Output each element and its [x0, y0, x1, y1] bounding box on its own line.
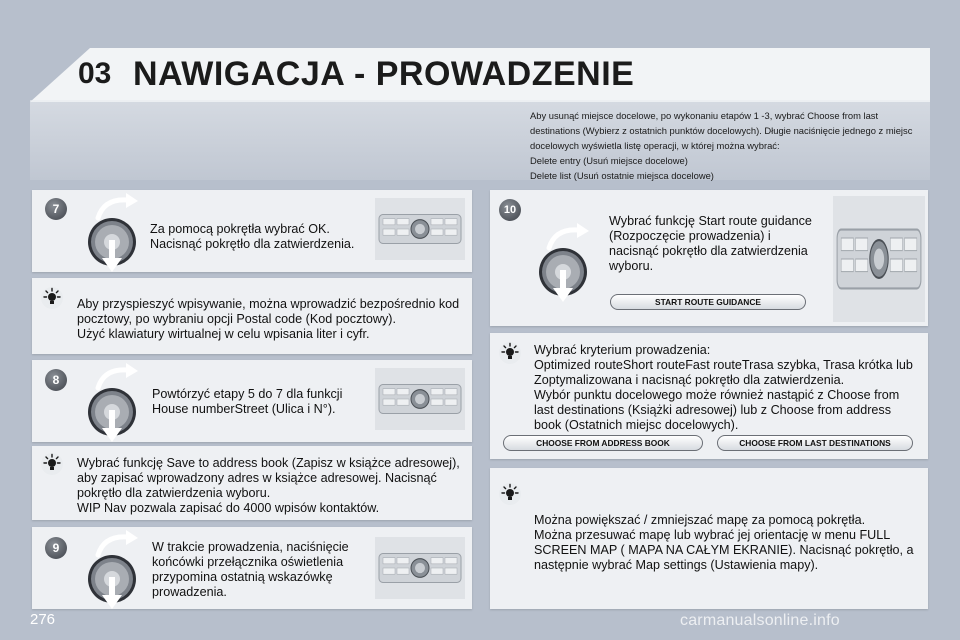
step-9-text — [152, 540, 349, 600]
tip-3-line: book (Ostatnich miejsc docelowych). — [534, 418, 739, 432]
rotary-knob-icon — [535, 222, 591, 302]
intro-line: Aby usunąć miejsce docelowe, po wykonaniu etapów 1 -3, wybrać Choose from last — [530, 110, 879, 121]
tip-2-text — [77, 456, 460, 516]
radio-panel-image — [833, 196, 925, 322]
intro-line: docelowych wyświetla listę operacji, w której można wybrać: — [530, 140, 780, 151]
step-9-line: prowadzenia. — [152, 585, 227, 599]
step-7-text — [150, 222, 354, 252]
lightbulb-icon — [40, 452, 64, 476]
radio-panel-image — [375, 537, 465, 599]
tip-3-line: last destinations (Książki adresowej) lub z Choose from address — [534, 403, 891, 417]
chapter-number: 03 — [78, 57, 112, 90]
intro-line: destinations (Wybierz z ostatnich punktów docelowych). Długie naciśnięcie jednego z miejsc — [530, 125, 913, 136]
radio-panel-image — [375, 198, 465, 260]
tip-4-line: Można powiększać / zmniejszać mapę za pomocą pokrętła. — [534, 513, 866, 527]
step-9-badge: 9 — [45, 537, 67, 559]
tip-1-text — [77, 297, 459, 342]
tip-2-line: Wybrać funkcję Save to address book (Zapisz w książce adresowej), — [77, 456, 460, 470]
radio-panel-image — [375, 368, 465, 430]
step-8-text — [152, 387, 342, 417]
step-8-line: Powtórzyć etapy 5 do 7 dla funkcji — [152, 387, 343, 401]
step-7-panel — [32, 190, 472, 272]
step-10-line: Wybrać funkcję Start route guidance — [609, 214, 812, 228]
step-7-line: Nacisnąć pokrętło dla zatwierdzenia. — [150, 237, 355, 251]
step-7-line: Za pomocą pokrętła wybrać OK. — [150, 222, 330, 236]
intro-line: Delete list (Usuń ostatnie miejsca docelowe) — [530, 170, 714, 181]
tip-1-line: pocztowy, po wybraniu opcji Postal code (Kod pocztowy). — [77, 312, 396, 326]
rotary-knob-icon — [84, 362, 140, 442]
tip-2-panel — [32, 446, 472, 520]
page-title: NAWIGACJA - PROWADZENIE — [133, 55, 635, 93]
step-8-panel — [32, 360, 472, 442]
lightbulb-icon — [40, 286, 64, 310]
step-10-badge: 10 — [499, 199, 521, 221]
tip-1-panel — [32, 278, 472, 354]
tip-4-line: następnie wybrać Map settings (Ustawienia mapy). — [534, 558, 819, 572]
step-7-badge: 7 — [45, 198, 67, 220]
page-number: 276 — [30, 611, 56, 628]
step-9-panel — [32, 527, 472, 609]
tip-4-text — [534, 513, 914, 573]
tip-2-line: aby zapisać wprowadzony adres w książce adresowej. Nacisnąć — [77, 471, 437, 485]
tip-1-line: Użyć klawiatury wirtualnej w celu wpisania liter i cyfr. — [77, 327, 370, 341]
lightbulb-icon — [498, 341, 522, 365]
step-9-line: końcówki przełącznika oświetlenia — [152, 555, 344, 569]
tip-3-line: Wybrać kryterium prowadzenia: — [534, 343, 711, 357]
tip-2-line: WIP Nav pozwala zapisać do 4000 wpisów kontaktów. — [77, 501, 380, 515]
step-10-panel — [490, 190, 928, 326]
choose-from-address-book-button[interactable]: CHOOSE FROM ADDRESS BOOK — [503, 435, 703, 451]
intro-line: Delete entry (Usuń miejsce docelowe) — [530, 155, 688, 166]
tip-3-text — [534, 343, 913, 433]
step-9-line: przypomina ostatnią wskazówkę — [152, 570, 333, 584]
step-9-line: W trakcie prowadzenia, naciśnięcie — [152, 540, 349, 554]
tip-3-panel — [490, 333, 928, 459]
step-8-badge: 8 — [45, 369, 67, 391]
lightbulb-icon — [498, 482, 522, 506]
rotary-knob-icon — [84, 529, 140, 609]
tip-4-panel — [490, 468, 928, 609]
tip-1-line: Aby przyspieszyć wpisywanie, można wprowadzić bezpośrednio kod — [77, 297, 460, 311]
tip-4-line: SCREEN MAP ( MAPA NA CAŁYM EKRANIE). Nacisnąć pokrętło, a — [534, 543, 914, 557]
step-10-line: (Rozpoczęcie prowadzenia) i — [609, 229, 771, 243]
step-10-line: nacisnąć pokrętło dla zatwierdzenia — [609, 244, 808, 258]
step-10-text — [609, 214, 812, 274]
rotary-knob-icon — [84, 192, 140, 272]
step-8-line: House numberStreet (Ulica i N°). — [152, 402, 336, 416]
choose-from-last-destinations-button[interactable]: CHOOSE FROM LAST DESTINATIONS — [717, 435, 913, 451]
tip-3-line: Wybór punktu docelowego może również nastąpić z Choose from — [534, 388, 900, 402]
tip-3-line: Zoptymalizowana i nacisnąć pokrętło dla zatwierdzenia. — [534, 373, 845, 387]
step-10-line: wyboru. — [609, 259, 654, 273]
intro-note — [530, 108, 925, 183]
tip-4-line: Można przesuwać mapę lub wybrać jej orientację w menu FULL — [534, 528, 891, 542]
watermark: carmanualsonline.info — [680, 612, 840, 629]
tip-2-line: pokrętło dla zatwierdzenia wyboru. — [77, 486, 271, 500]
tip-3-line: Optimized routeShort routeFast routeTrasa szybka, Trasa krótka lub — [534, 358, 913, 372]
start-route-guidance-button[interactable]: START ROUTE GUIDANCE — [610, 294, 806, 310]
